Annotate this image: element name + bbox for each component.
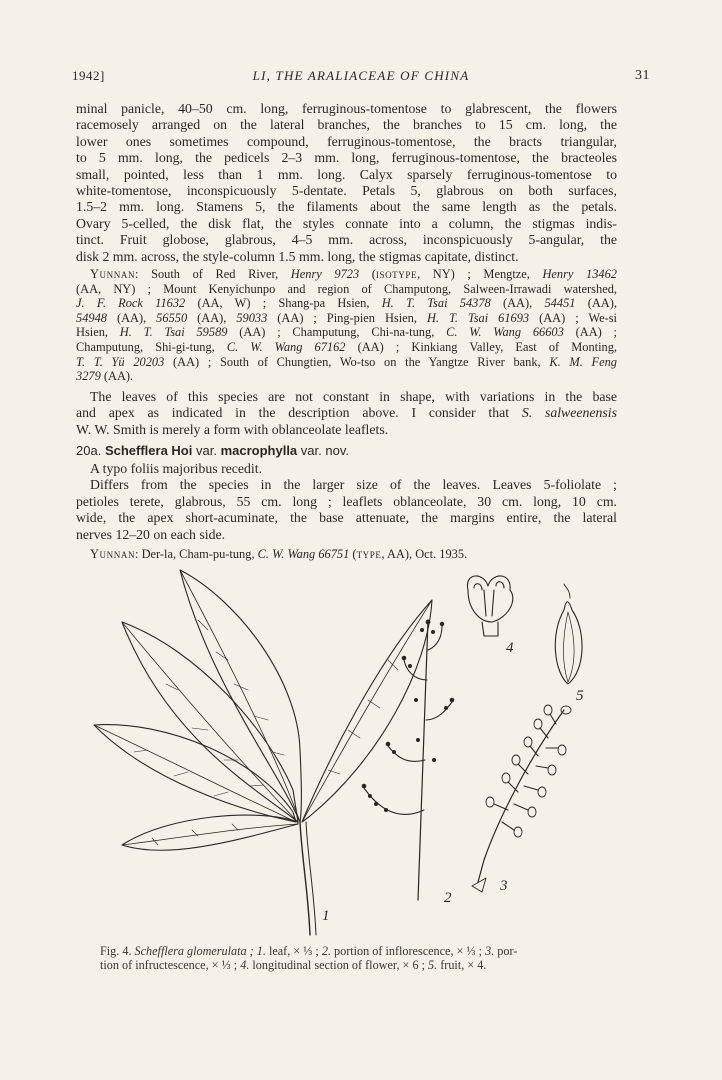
remark-line: W. W. Smith is merely a form with oblanceolate leaflets. [76,421,389,437]
variety-epithet: macrophylla [220,443,298,459]
region-label: Yunnan [90,547,136,562]
variety-heading: 20a. Schefflera Hoi var. macrophylla var. nov. [76,443,349,459]
variety-name: Schefflera Hoi [104,443,193,459]
header-year: 1942] [72,68,105,83]
type-citation: Yunnan: Der-la, Cham-pu-tung, C. W. Wang 66751 (type, AA), Oct. 1935. [90,547,468,562]
botanical-figure [88,560,628,940]
description-line: 1.5–2 mm. long. Stamens 5, the filaments about the same length as the petals. [76,199,617,215]
infructescence-drawing [472,705,571,892]
inflorescence-drawing [362,620,455,900]
description-line: racemosely arranged on the lateral branches, the branches to 15 cm. long, the [76,117,617,133]
description-line: Ovary 5-celled, the disk flat, the styles connate into a column, the stigmas indis- [76,215,617,231]
latin-diagnosis: A typo foliis majoribus recedit. [90,461,263,477]
description-line: tinct. Fruit globose, glabrous, 4–5 mm. across, inconspicuously 5-angular, the [76,232,617,248]
remark-line: The leaves of this species are not constant in shape, with variations in the base [90,388,617,404]
fruit-drawing [555,584,582,684]
taxon-name: S. salweenensis [521,405,617,421]
description-line: small, pointed, less than 1 mm. long. Calyx sparsely ferruginous-tomentose to [76,166,617,182]
figure-caption: Fig. 4. Schefflera glomerulata ; 1. leaf, × ⅓ ; 2. portion of inflorescence, × ⅓ ; 3. por- tion of infructescence, × ⅓ ; 4. longitudinal section of flower, × 6 ; 5. fruit, × 4. [100,944,518,973]
description-line: to 5 mm. long, the pedicels 2–3 mm. long, ferruginous-tomentose, the bracteoles [76,150,617,166]
region-label: Yunnan [90,267,136,282]
flower-section-drawing [467,576,512,636]
description-line: minal panicle, 40–50 cm. long, ferruginous-tomentose to glabrescent, the flowers [76,101,617,116]
figure-label-1: 1 [322,908,330,924]
remark-paragraph: The leaves of this species are not constant in shape, with variations in the base and apex as indicated in the description above. I consider that S. salweenensis W. W. Smith is merely a form with oblanceolate leaflets. [76,388,617,437]
body-text [76,101,617,562]
figure-label-2: 2 [444,890,452,906]
description-line: white-tomentose, inconspicuously 5-dentate. Petals 5, glabrous on both surfaces, [76,183,617,199]
page-number: 31 [635,68,650,83]
header-title: LI, THE ARALIACEAE OF CHINA [252,68,470,83]
description-line: lower ones sometimes compound, ferruginous-tomentose, the bracts triangular, [76,133,617,149]
figure-label-4: 4 [506,640,514,656]
figure-label-3: 3 [500,878,508,894]
caption-species: Schefflera glomerulata ; [134,944,254,958]
english-description: Differs from the species in the larger size of the leaves. Leaves 5-foliolate ; petioles terete, glabrous, 55 cm. long ; leaflets oblanceolate, 30 cm. long, 10 cm. wide, the apex short-acuminate, the base attenuate, the margins entire, the lateral nerves 12–20 on each side. [76,477,617,542]
figure-label-5: 5 [576,688,584,704]
description-paragraph [76,101,617,265]
description-line: disk 2 mm. across, the style-column 1.5 mm. long, the stigmas capitate, distinct. [76,248,519,264]
leaf-drawing [94,570,432,935]
specimen-citations: Yunnan: South of Red River, Henry 9723 (isotype, NY) ; Mengtze, Henry 13462 (AA, NY) ; Mount Kenyichunpo and region of Champutong, Salween-Irrawadi watershed, J. F. Rock 11632 (AA, W) ; Shang-pa Hsien, H. T. Tsai 54378 (AA), 54451 (AA), 54948 (AA), 56550 (AA), 59033 (AA) ; Ping-pien Hsien, H. T. Tsai 61693 (AA) ; We-si Hsien, H. T. Tsai 59589 (AA) ; Champutung, Chi-na-tung, C. W. Wang 66603 (AA) ; Champutung, Shi-gi-tung, C. W. Wang 67162 (AA) ; Kinkiang Valley, East of Monting, T. T. Yü 20203 (AA) ; South of Chungtien, Wo-tso on the Yangtze River bank, K. M. Feng 3279 (AA). [76,267,618,384]
